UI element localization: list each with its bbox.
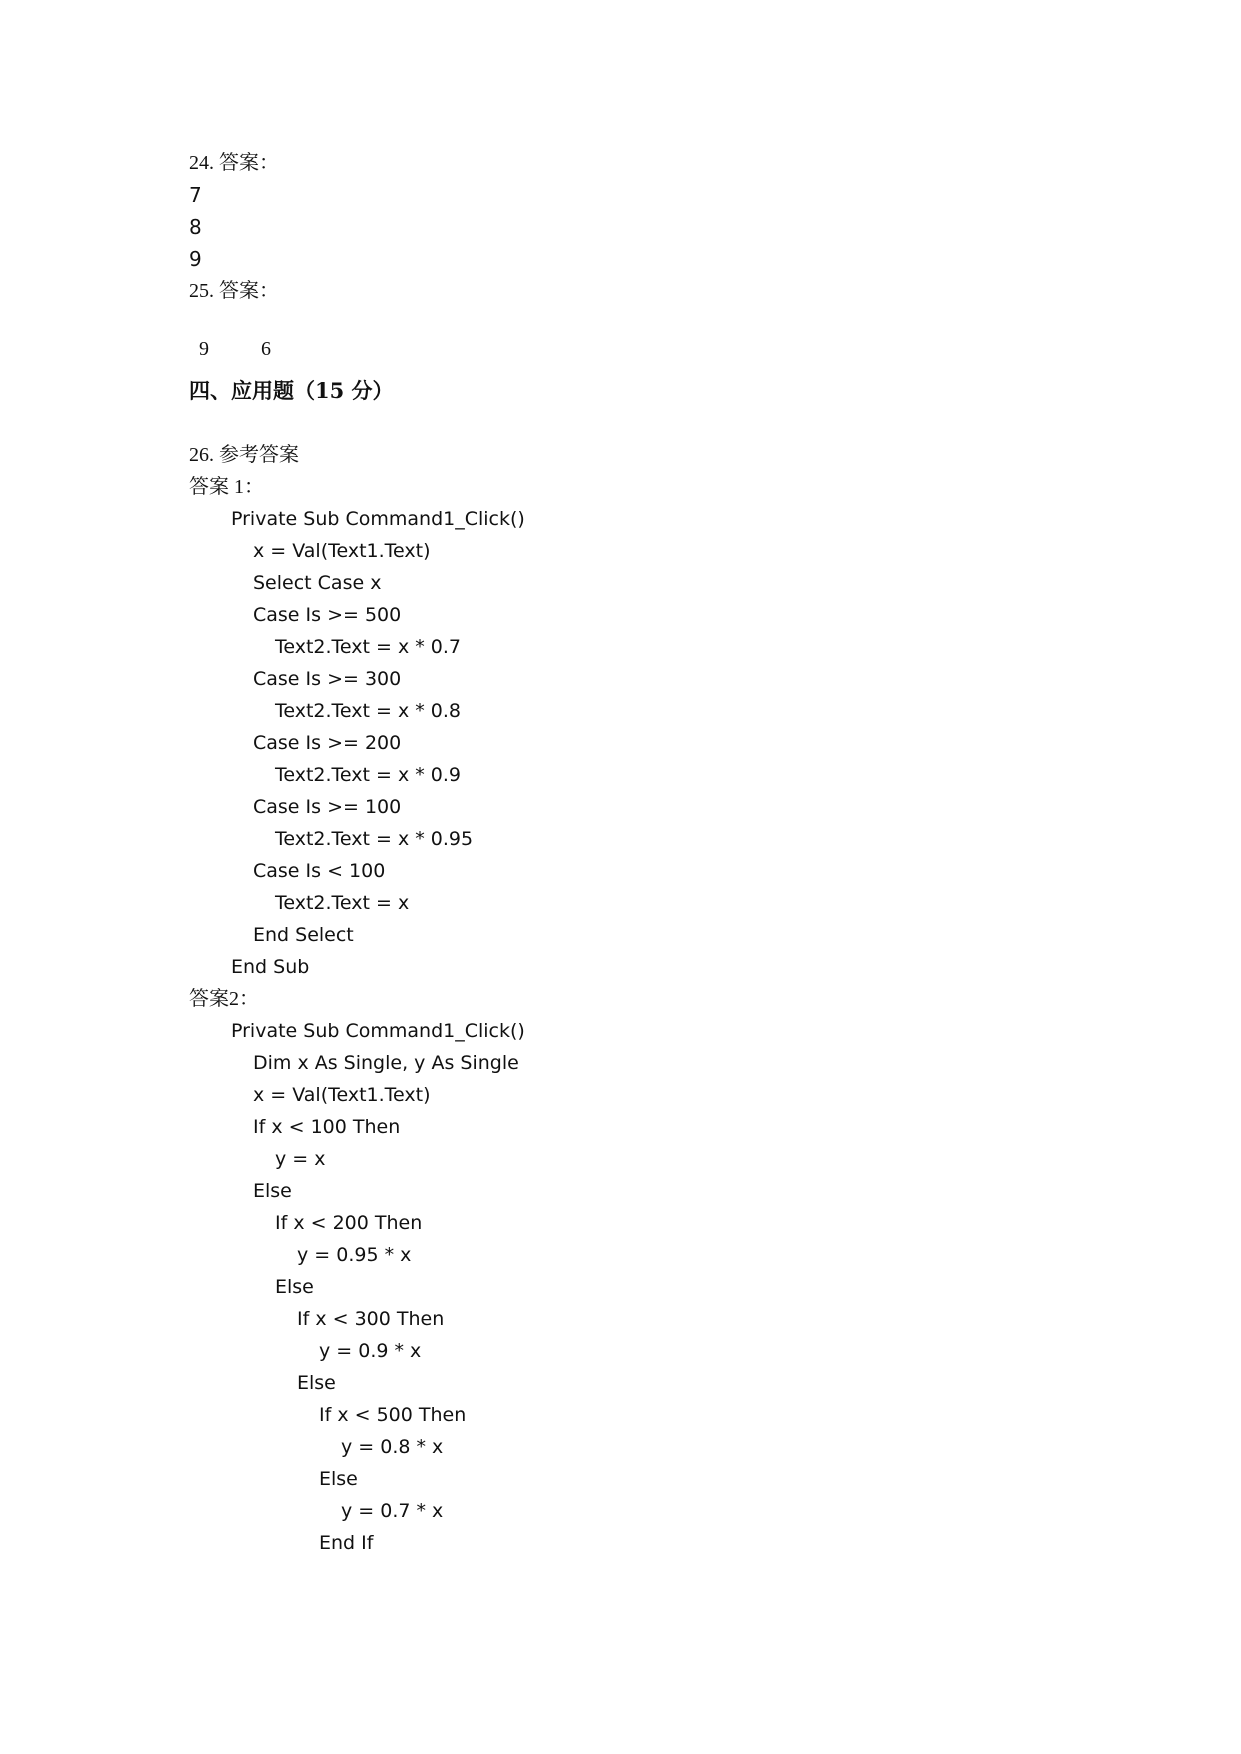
code-line: x = Val(Text1.Text) [253, 540, 431, 562]
code-line: Case Is >= 200 [253, 732, 402, 754]
code-line: Case Is >= 100 [253, 796, 402, 818]
code-line: y = 0.7 * x [341, 1500, 444, 1522]
code-line: End Select [253, 924, 354, 946]
code-line: Private Sub Command1_Click() [231, 508, 525, 530]
code-line: Private Sub Command1_Click() [231, 1020, 525, 1042]
q24-label: 24. 答案： [189, 152, 279, 174]
code-line: y = 0.95 * x [297, 1244, 412, 1266]
code-line: Text2.Text = x * 0.8 [275, 700, 462, 722]
code-line: Else [297, 1372, 336, 1394]
q25-values [189, 310, 271, 362]
code-line: Text2.Text = x * 0.95 [275, 828, 474, 850]
q24-line-1: 7 [189, 183, 202, 207]
code-line: Else [253, 1180, 292, 1202]
code-line: Case Is >= 500 [253, 604, 402, 626]
code-line: End If [319, 1532, 374, 1554]
q25-value-1: 9 [199, 338, 209, 360]
code-line: End Sub [231, 956, 310, 978]
code-line: y = 0.8 * x [341, 1436, 444, 1458]
code-line: Text2.Text = x * 0.9 [275, 764, 462, 786]
q24-line-3: 9 [189, 247, 202, 271]
code-line: Else [275, 1276, 314, 1298]
code-line: Else [319, 1468, 358, 1490]
q24-line-2: 8 [189, 215, 202, 239]
code-line: If x < 500 Then [319, 1404, 467, 1426]
q26-title: 26. 参考答案 [189, 444, 299, 466]
code-line: Dim x As Single, y As Single [253, 1052, 519, 1074]
code-line: Case Is < 100 [253, 860, 386, 882]
code-line: If x < 200 Then [275, 1212, 423, 1234]
code-line: y = x [275, 1148, 326, 1170]
answer1-label: 答案 1： [189, 476, 264, 498]
code-line: If x < 100 Then [253, 1116, 401, 1138]
q25-label: 25. 答案： [189, 280, 279, 302]
code-line: Select Case x [253, 572, 382, 594]
answer2-label: 答案2： [189, 988, 259, 1010]
code-line: Text2.Text = x * 0.7 [275, 636, 462, 658]
code-line: Case Is >= 300 [253, 668, 402, 690]
code-line: Text2.Text = x [275, 892, 410, 914]
q25-value-2: 6 [261, 338, 271, 360]
code-line: If x < 300 Then [297, 1308, 445, 1330]
code-line: x = Val(Text1.Text) [253, 1084, 431, 1106]
code-line: y = 0.9 * x [319, 1340, 422, 1362]
section-heading: 四、应用题（15 分） [189, 378, 394, 403]
